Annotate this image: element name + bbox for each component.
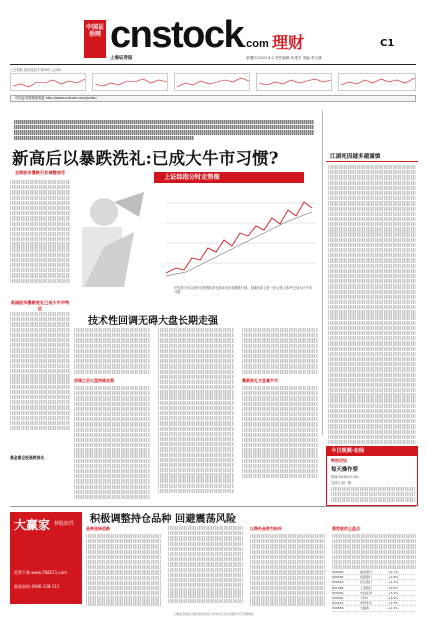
ad-line-2: 服务热线 4006-128-111 (14, 584, 60, 589)
brand-badge (84, 20, 106, 58)
chart-illustration (74, 172, 164, 302)
brand-domain: .com (243, 38, 269, 50)
promo-line-2: 主持人:刘一鸣 (331, 481, 352, 485)
chart-banner (154, 172, 304, 183)
price-chart (166, 188, 316, 283)
brand-badge-text: 中国证券网 (85, 24, 104, 38)
mid-sub-head-1: 回调之后大盘持续走强 (74, 378, 114, 383)
left-table-title: 基金重仓股涨跌排名 (10, 455, 45, 460)
lead-paragraph (14, 120, 314, 141)
bottom-articles (86, 526, 416, 612)
ad-sub: 炒股软件 (54, 521, 75, 527)
section-tag: C1 (380, 38, 395, 49)
ad-brand: 大赢家 (14, 518, 51, 532)
chart-caption: 沪综指今年以来的走势图经常在新高后出现暴跌行情。但随后却又是一轮上涨,这似乎已成为大牛市习惯。 (174, 286, 313, 295)
index-strip (10, 67, 416, 105)
bottom-sub-3: 强势股的止盈点 (332, 526, 360, 531)
brand-logo[interactable] (110, 14, 269, 57)
index-chart-3 (174, 73, 250, 91)
left-col-head-2[interactable]: 美国股市暴跌洗礼已成大牛市特征 (10, 300, 70, 311)
index-chart-1 (10, 73, 86, 91)
section-title: 理财 (272, 33, 305, 52)
promo-title: 今日视频·在线 (327, 447, 417, 456)
newspaper-name: 上海证券报 (110, 56, 133, 61)
promo-label: 每天操作要 (331, 467, 358, 473)
index-chart-4 (256, 73, 332, 91)
brand-name: cnstock (110, 14, 244, 56)
left-col-head-1[interactable]: 全球股市暴跌引发调整信号 (14, 170, 66, 175)
masthead (0, 0, 426, 66)
bottom-headline[interactable]: 积极调整持仓品种 回避震荡风险 (90, 513, 237, 525)
date-line: 星期四 2007.8.2 责任编辑:朱建平 美编:李文斌 (246, 56, 322, 60)
stock-table: 600000 浦发银行 +2.1% 600036 招商银行 +1.8% 600016 民生银行 +1.2% 601398 工商银行 +0.9% 600030 中信证券 +3.2% 000002 万科A +2.6% 600519 贵州茅台 +1.5% 000858 五粮液 +1.1% (332, 570, 416, 612)
left-column (10, 168, 70, 498)
index-chart-5 (338, 73, 416, 91)
bottom-sub-2: 以海外品种为标杆 (250, 526, 282, 531)
ad-banner[interactable] (10, 512, 82, 604)
promo-line-1: 时间:10:00-11:30 (331, 475, 358, 479)
footer: 上海证券报社出版·版权所有 本刊所有文章未经许可不得转载 (173, 612, 253, 616)
right-head[interactable]: 江湖死因越多越谨慎 (330, 154, 381, 160)
promo-sub: 特别访谈 (331, 458, 347, 463)
bottom-sub-1: 品种选择思路 (86, 526, 110, 531)
right-column (326, 148, 418, 438)
mid-article (74, 328, 319, 503)
promo-box[interactable] (326, 446, 418, 506)
index-strip-title: 上证指数 深证成指 沪深300 上证50 (10, 68, 62, 72)
index-chart-2 (92, 73, 168, 91)
mid-headline[interactable]: 技术性回调无碍大盘长期走强 (88, 316, 218, 327)
mid-sub-head-2: 暴跌洗礼方显真牛市 (242, 378, 278, 383)
url-text: 中国证券网理财频道 http://www.cnstock.com/gulian (15, 96, 97, 100)
url-bar[interactable] (10, 95, 416, 102)
ad-line-1: 免费下载 www.768111.com (14, 570, 68, 575)
chart-banner-text: 上证综指分时走势图 (164, 174, 220, 181)
chart-box (74, 168, 319, 308)
main-headline[interactable]: 新高后以暴跌洗礼:已成大牛市习惯? (12, 149, 279, 168)
